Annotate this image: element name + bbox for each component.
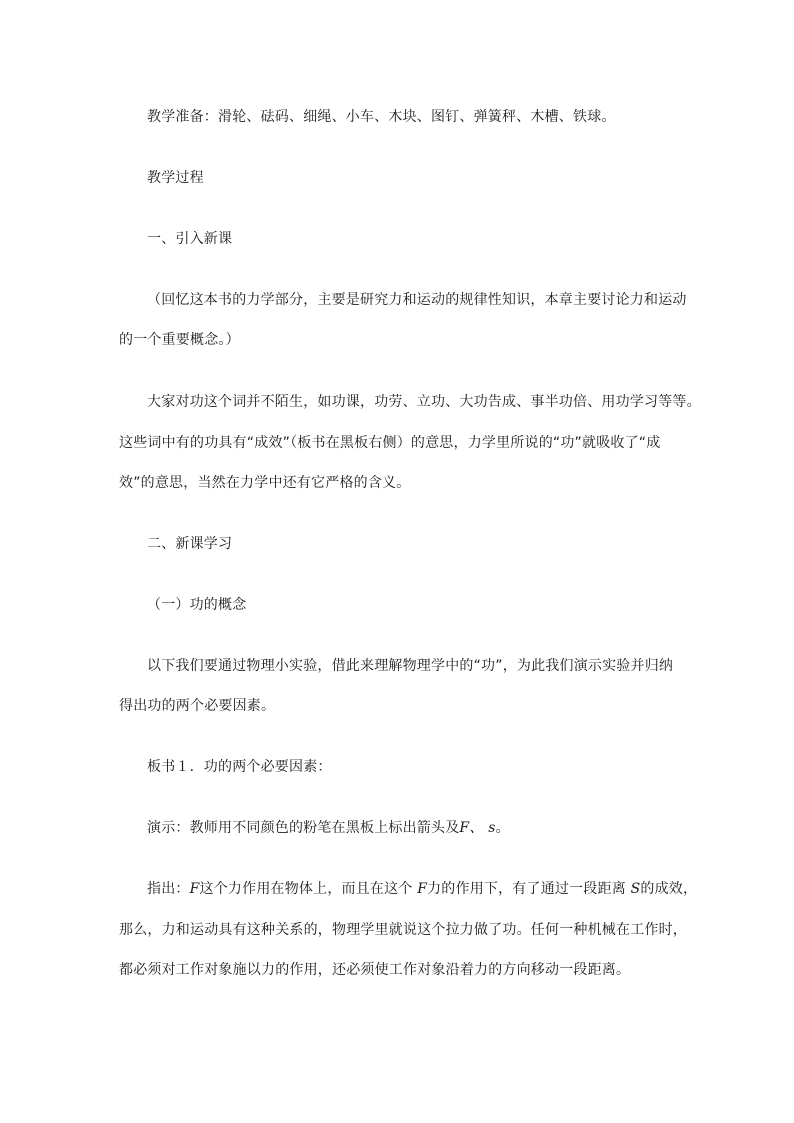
recall-paragraph-line-2: 的一个重要概念。） — [119, 332, 240, 348]
section-new-lesson-heading: 二、新课学习 — [147, 536, 233, 552]
demonstration-end: 。 — [495, 820, 510, 836]
experiment-paragraph-line-1: 以下我们要通过物理小实验，借此来理解物理学中的“功”，为此我们演示实验并归纳 — [147, 658, 674, 674]
point-out-text: 力的作用下，有了通过一段距离 — [427, 881, 626, 897]
variable-f: F、 — [459, 820, 484, 836]
blackboard-note: 板书１．功的两个必要因素： — [147, 759, 332, 775]
point-out-text: 的成效， — [640, 881, 698, 897]
variable-s: S — [630, 881, 641, 897]
point-out-label: 指出： — [147, 881, 190, 897]
variable-f: F — [417, 881, 428, 897]
teaching-process-heading: 教学过程 — [147, 170, 204, 186]
work-word-paragraph-line-1: 大家对功这个词并不陌生，如功课，功劳、立功、大功告成、事半功倍、用功学习等等。 — [147, 394, 701, 410]
teaching-preparation: 教学准备：滑轮、砝码、细绳、小车、木块、图钉、弹簧秤、木槽、铁球。 — [147, 109, 616, 125]
demonstration-line — [147, 818, 510, 838]
work-word-paragraph-line-2: 这些词中有的功具有“成效”（板书在黑板右侧）的意思，力学里所说的“功”就吸收了“成 — [119, 435, 661, 451]
point-out-text: 这个力作用在物体上，而且在这个 — [199, 881, 413, 897]
demonstration-text: 演示：教师用不同颜色的粉笔在黑板上标出箭头及 — [147, 820, 460, 836]
point-out-paragraph-line-1 — [147, 879, 697, 899]
point-out-paragraph-line-3: 都必须对工作对象施以力的作用，还必须使工作对象沿着力的方向移动一段距离。 — [119, 962, 631, 978]
subsection-concept-heading: （一）功的概念 — [147, 597, 247, 613]
experiment-paragraph-line-2: 得出功的两个必要因素。 — [119, 698, 276, 714]
variable-s: s — [488, 820, 496, 836]
point-out-paragraph-line-2: 那么，力和运动具有这种关系的，物理学里就说这个拉力做了功。任何一种机械在工作时， — [119, 922, 687, 938]
recall-paragraph-line-1: （回忆这本书的力学部分，主要是研究力和运动的规律性知识，本章主要讨论力和运动 — [147, 292, 687, 308]
section-introduction-heading: 一、引入新课 — [147, 231, 233, 247]
work-word-paragraph-line-3: 效”的意思，当然在力学中还有它严格的含义。 — [119, 475, 411, 491]
variable-f: F — [189, 881, 200, 897]
